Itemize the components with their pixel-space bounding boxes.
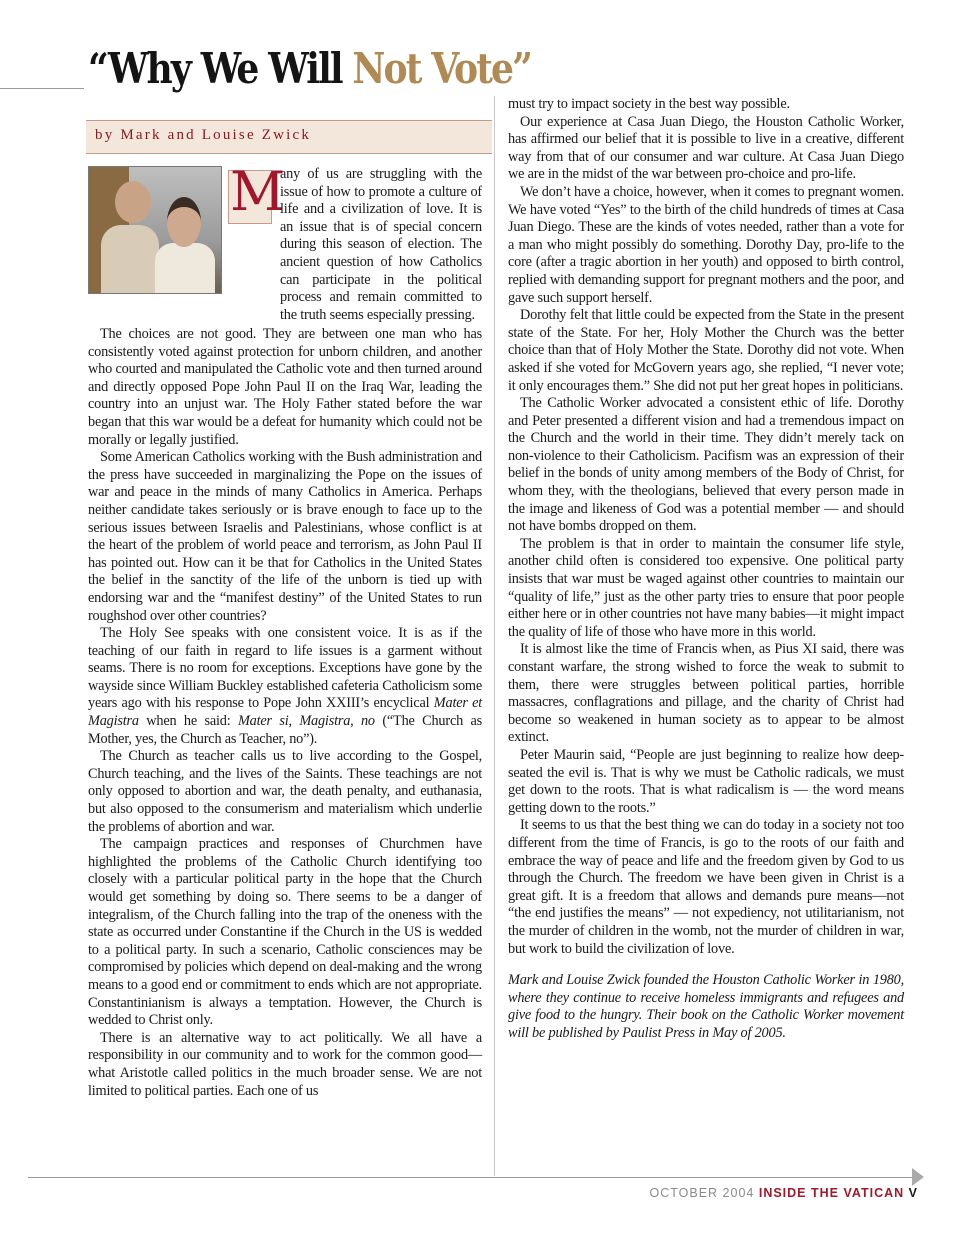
paragraph: We don’t have a choice, however, when it comes to pregnant women. We have voted “Yes” to the birth of the child hundreds of times at Casa Juan Diego. These are the kinds of votes needed, rather than a vote for a man who might possibly do something. Dorothy Day, pro-life to the core (after a tragic abortion in her youth) and opposed to birth control, replied with demanding support for pregnant mothers and the poor, and gave such support herself.	[508, 183, 904, 306]
page-footer	[649, 1186, 918, 1200]
photo-man-head	[115, 181, 151, 223]
magazine-name: INSIDE THE VATICAN	[758, 1186, 905, 1200]
paragraph: Dorothy felt that little could be expected from the State in the present state of the State. For her, Holy Mother the Church was the better choice than that of Holy Mother the State. Dorothy did not vote. When asked if she voted for McGovern years ago, she replied, “I never vote; it only encourages them.” She did not put her great hopes in politicians.	[508, 307, 904, 394]
paragraph: Some American Catholics working with the Bush administration and the press have succeeded in marginalizing the Pope on the issues of war and peace in the minds of many Catholics in America. Perhaps neither candidate takes seriously or is brave enough to face up to the serious issues between Israelis and Palestinians, whose conflict is at the heart of the problem of world peace and terrorism, as John Paul II has pointed out. How can it be that for Catholics in the United States the belief in the sanctity of the life of the unborn is tied up with endorsing war and the “manifest destiny” of the United States to run roughshod over other countries?	[88, 449, 482, 624]
author-photo	[88, 166, 222, 294]
title-accent: Not Vote”	[352, 44, 532, 93]
dropcap: M	[230, 160, 286, 223]
title-main: “Why We Will	[88, 44, 342, 93]
paragraph: The Catholic Worker advocated a consistent ethic of life. Dorothy and Peter presented a different vision and had a tremendous impact on the Church and the world in their time. They didn’t merely tack on non-violence to their Catholicism. Pacifism was an expression of their belief in the bonds of unity among members of the Body of Christ, for whom they, with the theologians, believed that every person made in the image and likeness of God was a potential member — and should not have bombs dropped on them.	[508, 395, 904, 535]
text-run: when he said:	[138, 713, 238, 730]
paragraph: There is an alternative way to act politically. We all have a responsibility in our community and to work for the common good—what Aristotle called politics in the much broader sense. We are not limited to political parties. Each one of us	[88, 1029, 482, 1099]
paragraph: The problem is that in order to maintain the consumer life style, another child often is considered too expensive. One political party insists that war must be waged against other countries to maintain our “quality of life,” just as the other party tries to ensure that poor people either here or in other countries not have many babies—it might impact the quality of life of those who have more in this world.	[508, 535, 904, 640]
footer-rule	[28, 1177, 912, 1178]
paragraph: The campaign practices and responses of Churchmen have highlighted the problems of the Catholic Church identifying too closely with a particular political party in the hope that the Church would get something by doing so. There seems to be a danger of integralism, of the Church falling into the trap of the oneness with the state as occurred under Constantine if the Church in the US is wedded to a political party. In such a scenario, Catholic consciences may be compromised by policies which depend on deal-making and the wrong means to a good end or commitment to ends which are not appropriate. Constantinianism is always a temptation. However, the Church is wedded to Christ only.	[88, 836, 482, 1029]
text-run: (“The Church as Mother, yes, the Church as Teacher, no”).	[88, 713, 483, 747]
paragraph: The Church as teacher calls us to live according to the Gospel, Church teaching, and the lives of the Saints. These teachings are not only opposed to abortion and war, the death penalty, and euthanasia, but also opposed to the consumerism and materialism which underlie the problems of abortion and war.	[88, 748, 482, 835]
author-bio: Mark and Louise Zwick founded the Houston Catholic Worker in 1980, where they continue to receive homeless immigrants and refugees and give food to the hungry. Their book on the Catholic Worker movement will be published by Paulist Press in May of 2005.	[508, 972, 904, 1041]
left-column	[88, 326, 482, 1100]
intro-column	[280, 166, 482, 324]
latin-quote: Mater si, Magistra, no	[237, 713, 375, 730]
page-number: V	[908, 1186, 918, 1200]
paragraph: It seems to us that the best thing we can do today in a society not too different from the time of Francis, is go to the roots of our faith and embrace the way of peace and life and the freedom given by God to us through the Church. The freedom we have been given in Christ is a great gift. It is a freedom that allows and demands pure means—not “the end justifies the means” — not expediency, not utilitarianism, not the murder of children in the womb, not the murder of children in war, but work to build the civilization of love.	[508, 817, 904, 957]
next-page-arrow-icon	[912, 1168, 924, 1186]
photo-man	[101, 225, 159, 294]
column-divider	[494, 96, 495, 1176]
intro-paragraph: any of us are struggling with the issue of how to promote a culture of life and a civilization of love. It is an issue that is of special concern during this season of election. The ancient question of how Catholics can participate in the political process and remain committed to the truth seems especially pressing.	[280, 166, 482, 323]
photo-woman	[155, 243, 215, 294]
article-title	[88, 44, 532, 93]
paragraph: The choices are not good. They are between one man who has consistently voted against protection for unborn children, and another who courted and manipulated the Catholic vote and then turned around and directly opposed Pope John Paul II on the Iraq War, leading the country into an unjust war. The Holy Father stated before the war began that this war would be a defeat for humanity which could not be morally or legally justified.	[88, 326, 482, 448]
text-run: The Holy See speaks with one consistent voice. It is as if the teaching of our faith in regard to life issues is a garment without seams. There is no room for exceptions. Exceptions have gone by the wayside since William Buckley established cafeteria Catholicism some years ago with his response to Pope John XXIII’s encyclical	[88, 625, 482, 712]
encyclical-title: Mater et Magistra	[88, 695, 483, 730]
issue-date: OCTOBER 2004	[649, 1186, 755, 1200]
title-rule	[0, 88, 84, 89]
paragraph-continued: must try to impact society in the best way possible.	[508, 96, 790, 112]
photo-woman-head	[167, 197, 201, 247]
paragraph: Peter Maurin said, “People are just beginning to realize how deep-seated the evil is. That is why we must be Catholic radicals, we must get down to the roots. That is what radicalism is — the word means getting down to the roots.”	[508, 746, 904, 816]
paragraph: It is almost like the time of Francis when, as Pius XI said, there was constant warfare, the strong wished to force the weak to submit to them, there were struggles between political parties, horrible massacres, conflagrations and pillage, and the charity of Christ had become so weakened in human society as to appear to be almost extinct.	[508, 641, 904, 746]
paragraph: Our experience at Casa Juan Diego, the Houston Catholic Worker, has affirmed our belief that it is possible to live in a creative, different way from that of our consumer and war culture. At Casa Juan Diego we are in the midst of the war between pro-choice and pro-life.	[508, 113, 904, 183]
byline: by Mark and Louise Zwick	[95, 127, 312, 143]
right-column	[508, 96, 904, 1042]
paragraph-holy-see	[88, 625, 482, 748]
